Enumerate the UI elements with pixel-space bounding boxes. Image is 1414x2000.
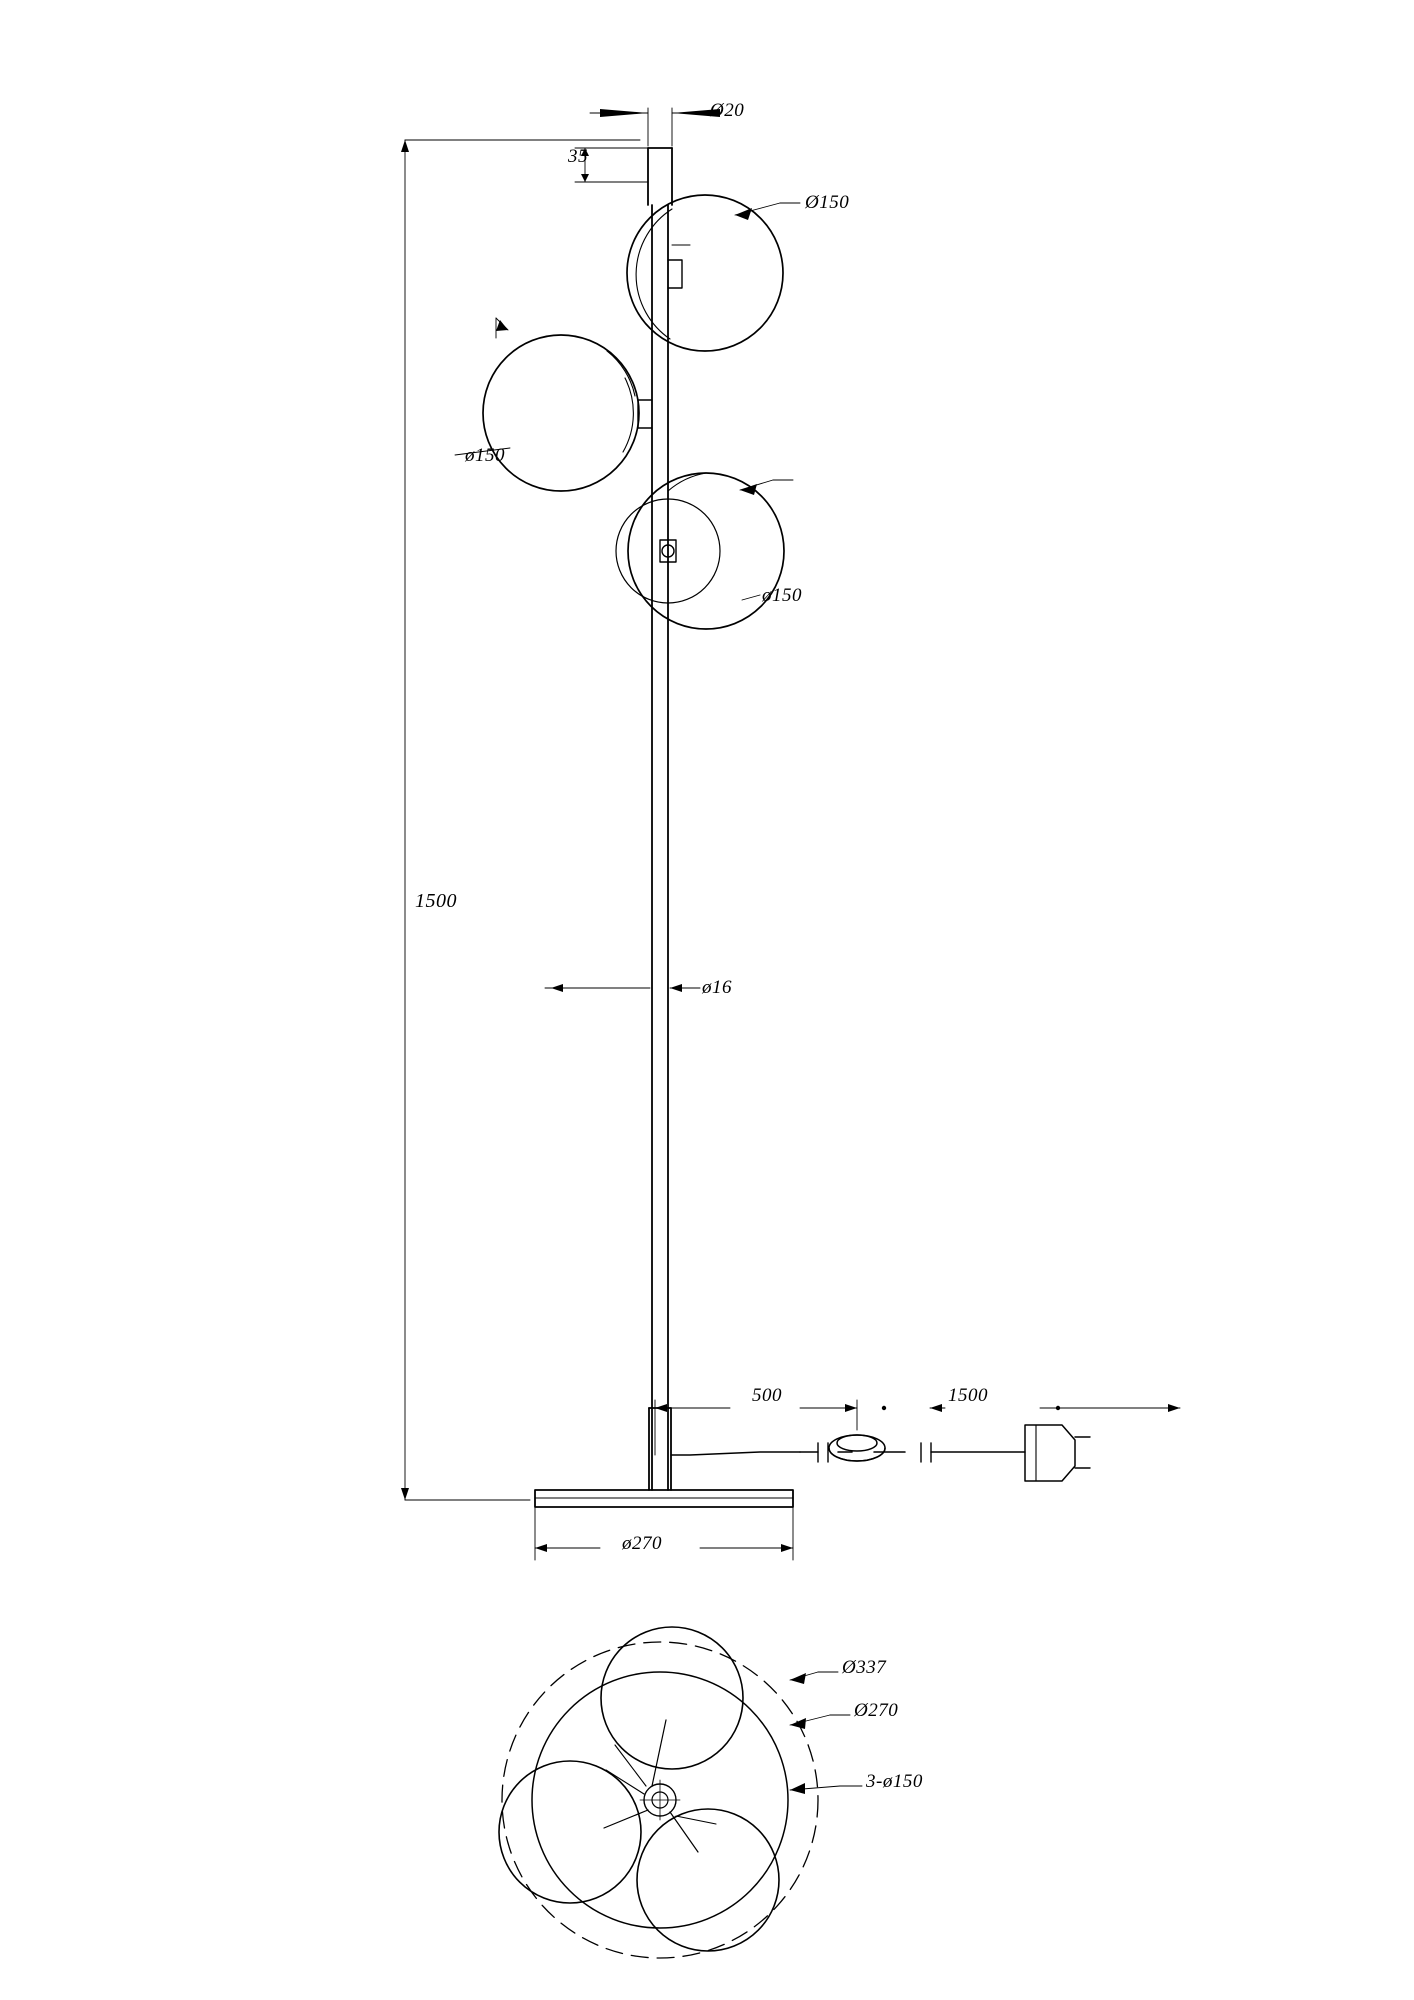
globe-middle-left bbox=[483, 335, 639, 491]
leader-globe-middle bbox=[455, 318, 510, 455]
power-plug bbox=[931, 1425, 1090, 1481]
dim-label-plan-globes: 3-ø150 bbox=[866, 1771, 923, 1792]
dim-label-plan-base: Ø270 bbox=[854, 1700, 899, 1721]
dim-pole-diameter bbox=[545, 984, 700, 992]
plan-view bbox=[499, 1627, 818, 1958]
power-cord bbox=[671, 1452, 905, 1455]
globe-upper-socket bbox=[668, 260, 682, 288]
dim-label-plan-outer: Ø337 bbox=[842, 1657, 887, 1678]
dim-label-cord-1500: 1500 bbox=[948, 1385, 988, 1406]
main-pole bbox=[652, 205, 668, 1490]
globe-middle-left-socket bbox=[638, 400, 652, 428]
plan-globe-right bbox=[637, 1809, 779, 1951]
top-rod bbox=[648, 148, 672, 205]
dim-overall-height bbox=[401, 140, 640, 1500]
dim-label-cord-500: 500 bbox=[752, 1385, 782, 1406]
dim-label-globe-upper: Ø150 bbox=[805, 192, 850, 213]
inline-switch bbox=[829, 1435, 885, 1461]
dim-label-globe-middle: ø150 bbox=[465, 445, 505, 466]
dim-label-pole: ø16 bbox=[702, 977, 732, 998]
dim-label-rod-diameter: Ø20 bbox=[710, 100, 745, 121]
dim-label-base: ø270 bbox=[622, 1533, 662, 1554]
dim-label-35: 35 bbox=[568, 146, 588, 167]
base-plate bbox=[535, 1490, 793, 1507]
leader-globe-lower bbox=[740, 480, 793, 600]
plan-leaders bbox=[790, 1672, 862, 1794]
globe-upper bbox=[627, 195, 783, 351]
dim-cord-500 bbox=[655, 1400, 886, 1455]
dim-label-height: 1500 bbox=[415, 890, 457, 912]
plan-globe-top bbox=[601, 1627, 743, 1769]
globe-lower bbox=[616, 473, 784, 629]
dim-label-globe-lower: ø150 bbox=[762, 585, 802, 606]
dim-base-diameter bbox=[535, 1507, 793, 1560]
plan-globe-left bbox=[499, 1761, 641, 1903]
